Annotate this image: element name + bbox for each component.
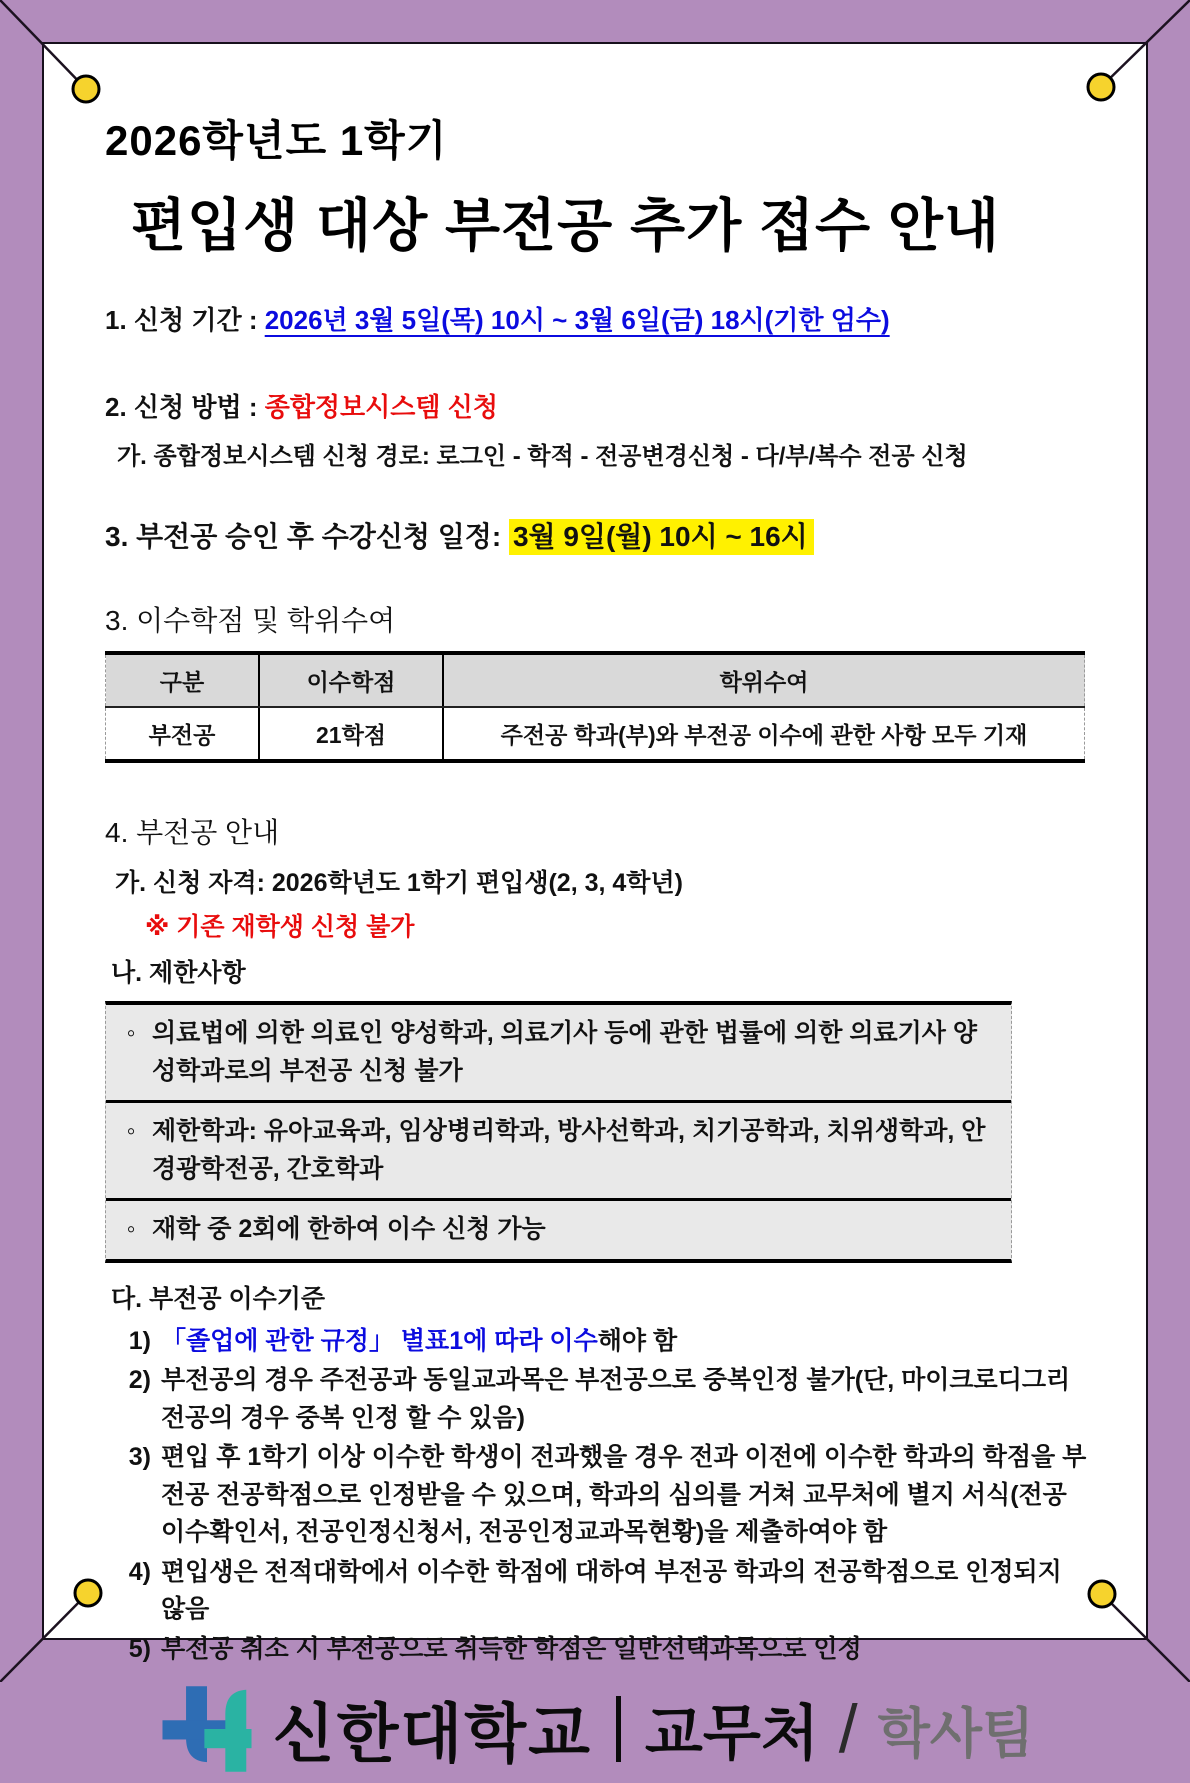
- bullet-icon: ◦: [126, 1117, 136, 1145]
- credits-table-body: [106, 707, 1085, 761]
- university-name: 신한대학교: [272, 1698, 592, 1770]
- bullet-icon: ◦: [126, 1019, 136, 1047]
- criteria-text: 편입생은 전적대학에서 이수한 학점에 대하여 부전공 학과의 전공학점으로 인정되지 않음: [161, 1557, 1062, 1623]
- credits-table-head: [106, 653, 1085, 707]
- footer-logo-lockup: [105, 1680, 1088, 1778]
- qualification-line: 가. 신청 자격: 2026학년도 1학기 편입생(2, 3, 4학년): [115, 869, 683, 897]
- criteria-number: 2): [128, 1366, 151, 1394]
- criteria-number: 3): [128, 1443, 151, 1471]
- criteria-list: [105, 1323, 1088, 1669]
- application-period-value: 2026년 3월 5일(목) 10시 ~ 3월 6일(금) 18시(기한 엄수): [264, 305, 890, 335]
- list-item: [106, 1005, 1011, 1100]
- list-item: [117, 1439, 1088, 1552]
- list-item: [117, 1362, 1088, 1437]
- course-registration-line: [105, 515, 1088, 555]
- application-method-line: [105, 387, 1088, 424]
- list-item: [106, 1100, 1011, 1198]
- credits-table: [105, 651, 1085, 763]
- list-item: [106, 1198, 1011, 1259]
- application-method-value: 종합정보시스템 신청: [264, 392, 498, 422]
- notice-subtitle: 2026학년도 1학기: [105, 117, 448, 164]
- credits-cell-credits: 21학점: [259, 707, 443, 761]
- criteria-text: 부전공의 경우 주전공과 동일교과목은 부전공으로 중복인정 불가(단, 마이크로디그리전공의 경우 중복 인정 할 수 있음): [161, 1366, 1071, 1432]
- existing-student-note: ※ 기존 재학생 신청 불가: [145, 913, 415, 941]
- criteria-text: 부전공 취소 시 부전공으로 취득한 학점은 일반선택과목으로 인정: [161, 1634, 862, 1663]
- criteria-text: [161, 1323, 1088, 1361]
- course-registration-label: 3. 부전공 승인 후 수강신청 일정:: [105, 521, 509, 552]
- table-row: [106, 707, 1085, 761]
- criteria-text: 편입 후 1학기 이상 이수한 학생이 전과했을 경우 전과 이전에 이수한 학과의 학점을 부전공 전공학점으로 인정받을 수 있으며, 학과의 심의를 거쳐 교무처에 별지 서식(전공이수확인서, 전공인정신청서, 전공인정교과목현황)을 제출하여야 함: [161, 1443, 1087, 1546]
- notice-paper: [42, 42, 1148, 1770]
- credits-header-row: [106, 653, 1085, 707]
- department-name: 교무처: [644, 1700, 819, 1767]
- criteria-regulation-rest: 해야 함: [597, 1326, 678, 1355]
- list-item: [117, 1631, 1088, 1669]
- application-path-line: 가. 종합정보시스템 신청 경로: 로그인 - 학적 - 전공변경신청 - 다/부/복수 전공 신청: [117, 443, 968, 470]
- criteria-regulation-link: 「졸업에 관한 규정」 별표1에 따라 이수: [161, 1326, 598, 1355]
- notice-title: 편입생 대상 부전공 추가 접수 안내: [131, 194, 1001, 258]
- restriction-box: [105, 1001, 1012, 1263]
- criteria-title: 다. 부전공 이수기준: [111, 1284, 326, 1313]
- restriction-text: 재학 중 2회에 한하여 이수 신청 가능: [152, 1215, 546, 1243]
- credits-header-degree: 학위수여: [443, 653, 1085, 707]
- restriction-title: 나. 제한사항: [111, 959, 246, 987]
- application-period-line: [105, 300, 1088, 337]
- team-name: 학사팀: [877, 1703, 1035, 1764]
- restriction-text: 제한학과: 유아교육과, 임상병리학과, 방사선학과, 치기공학과, 치위생학과, 안경광학전공, 간호학과: [152, 1117, 986, 1183]
- credits-cell-degree: 주전공 학과(부)와 부전공 이수에 관한 사항 모두 기재: [443, 707, 1085, 761]
- list-item: [117, 1323, 1088, 1361]
- credits-cell-category: 부전공: [148, 722, 216, 748]
- criteria-number: 5): [128, 1634, 151, 1663]
- criteria-number: 1): [128, 1326, 151, 1355]
- university-logo-icon: [159, 1680, 255, 1778]
- credits-section-title: 3. 이수학점 및 학위수여: [105, 605, 396, 636]
- credits-header-category: 구분: [106, 653, 260, 707]
- application-period-label: 1. 신청 기간 :: [105, 305, 265, 335]
- list-item: [117, 1554, 1088, 1629]
- notice-content: [44, 44, 1146, 1778]
- minor-guide-title: 4. 부전공 안내: [105, 817, 280, 848]
- credits-header-credits: 이수학점: [259, 653, 443, 707]
- bullet-icon: ◦: [126, 1215, 136, 1243]
- application-method-label: 2. 신청 방법 :: [105, 392, 265, 422]
- course-registration-value: 3월 9일(월) 10시 ~ 16시: [509, 519, 814, 555]
- criteria-number: 4): [128, 1557, 151, 1586]
- restriction-text: 의료법에 의한 의료인 양성학과, 의료기사 등에 관한 법률에 의한 의료기사 양성학과로의 부전공 신청 불가: [152, 1019, 978, 1085]
- divider-bar: [616, 1696, 621, 1762]
- slash-separator: /: [838, 1691, 858, 1767]
